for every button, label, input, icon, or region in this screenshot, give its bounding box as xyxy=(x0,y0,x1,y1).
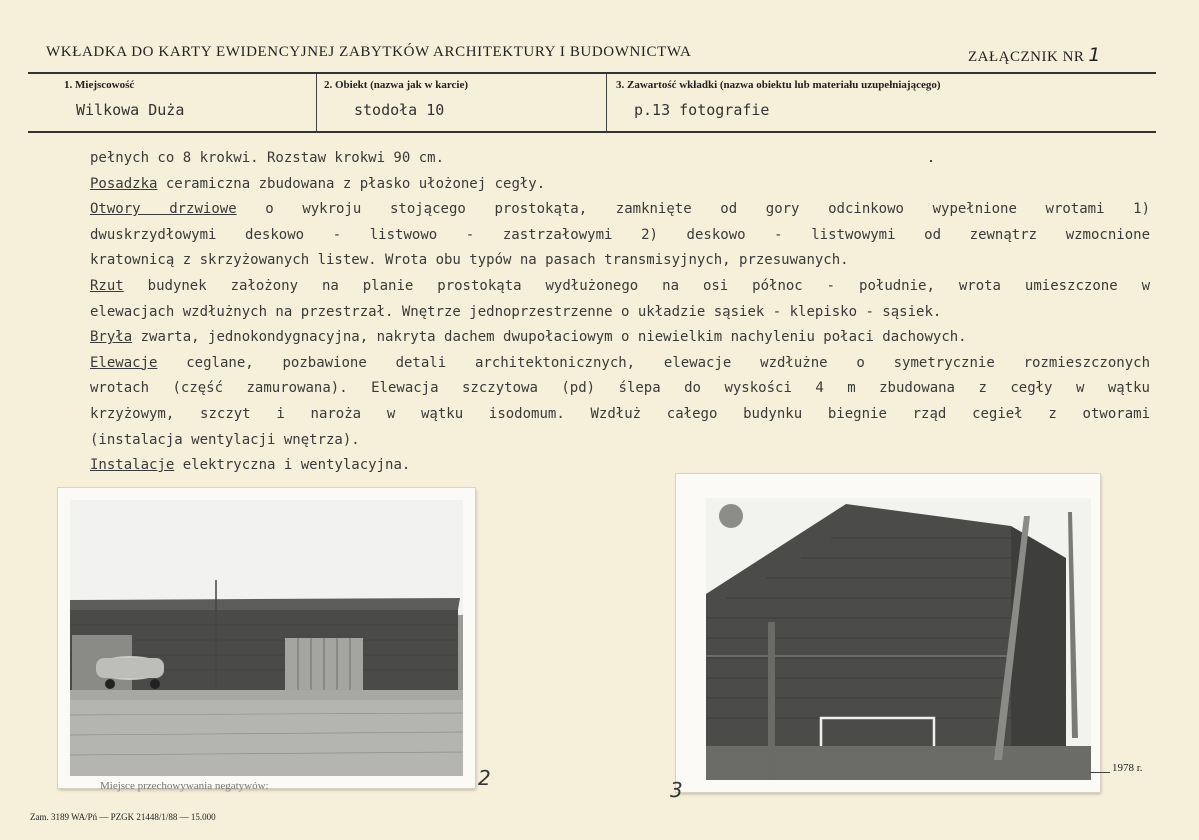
date-rule xyxy=(1090,772,1110,773)
text-line xyxy=(90,274,1150,300)
content-value: p.13 fotografie xyxy=(634,101,770,119)
section-heading: Elewacje xyxy=(90,354,158,371)
text-line: elewacjach wzdłużnych na przestrzał. Wnętrze jednoprzestrzenne o układzie sąsiek - klepisko - sąsiek. xyxy=(90,303,942,320)
print-footer: Zam. 3189 WA/Pń — PZGK 21448/1/88 — 15.000 xyxy=(30,812,216,822)
section-heading: Bryła xyxy=(90,329,133,346)
content-label: 3. Zawartość wkładki (nazwa obiektu lub materiału uzupełniającego) xyxy=(616,79,941,91)
photo-barn-gable-end xyxy=(676,474,1100,792)
section-text: ceramiczna zbudowana z płasko ułożonej cegły. xyxy=(157,175,546,192)
photo-image xyxy=(70,500,463,776)
attachment-number xyxy=(968,44,1101,66)
year-label: 1978 r. xyxy=(1112,762,1143,774)
text-line: (instalacja wentylacji wnętrza). xyxy=(90,431,360,448)
photo-number-handwritten: 3 xyxy=(670,778,683,802)
header-rule-bottom xyxy=(28,131,1156,133)
photo-number-handwritten: 2 xyxy=(478,766,491,790)
header-rule-top xyxy=(28,72,1156,74)
section-text: o wykroju stojącego prostokąta, zamknięte od gory odcinkowo wypełnione wrotami 1) xyxy=(236,201,1150,218)
section-heading: Rzut xyxy=(90,277,124,294)
text-line xyxy=(90,172,1150,198)
section-heading: Posadzka xyxy=(90,175,158,192)
attachment-label: ZAŁĄCZNIK NR xyxy=(968,49,1085,65)
text-line: dwuskrzydłowymi deskowo - listwowo - zastrzałowymi 2) deskowo - listwowymi od zewnątrz wzmocnione xyxy=(90,226,1150,243)
sheet-title: WKŁADKA DO KARTY EWIDENCYJNEJ ZABYTKÓW ARCHITEKTURY I BUDOWNICTWA xyxy=(46,44,692,60)
text-line xyxy=(90,197,1150,223)
field-divider xyxy=(316,74,317,131)
section-heading: Otwory drzwiowe xyxy=(90,201,237,218)
section-text: elektryczna i wentylacyjna. xyxy=(174,457,411,474)
text-line: krzyżowym, szczyt i naroża w wątku isodomum. Wzdłuż całego budynku biegnie rząd cegieł z otworami xyxy=(90,405,1150,422)
text-line xyxy=(90,351,1150,377)
section-text: zwarta, jednokondygnacyjna, nakryta dachem dwupołaciowym o niewielkim nachyleniu połaci dachowych. xyxy=(132,329,967,346)
place-value: Wilkowa Duża xyxy=(76,101,185,119)
text-line xyxy=(90,325,1150,351)
object-label: 2. Obiekt (nazwa jak w karcie) xyxy=(324,79,469,91)
text-line: wrotach (część zamurowana). Elewacja szczytowa (pd) ślepa do wyskości 4 m zbudowana z cegły w wątku xyxy=(90,380,1150,397)
text-line: pełnych co 8 krokwi. Rozstaw krokwi 90 cm. xyxy=(90,150,445,166)
photo-barn-long-facade xyxy=(58,488,475,788)
section-text: ceglane, pozbawione detali architektonicznych, elewacje wzdłużne o symetrycznie rozmieszczonych xyxy=(157,354,1150,371)
negatives-storage-label: Miejsce przechowywania negatywów: xyxy=(100,780,269,792)
section-heading: Instalacje xyxy=(90,457,175,474)
photo-image xyxy=(706,498,1091,780)
field-divider xyxy=(606,74,607,131)
text-line: kratownicą z skrzyżowanych listew. Wrota obu typów na pasach transmisyjnych, przesuwanych. xyxy=(90,252,849,269)
object-value: stodoła 10 xyxy=(354,101,445,119)
section-text: budynek założony na planie prostokąta wydłużonego na osi północ - południe, wrota umieszczone w xyxy=(123,277,1150,294)
description-text xyxy=(90,146,1150,479)
attachment-number-value: 1 xyxy=(1088,44,1101,66)
place-label: 1. Miejscowość xyxy=(64,79,135,91)
